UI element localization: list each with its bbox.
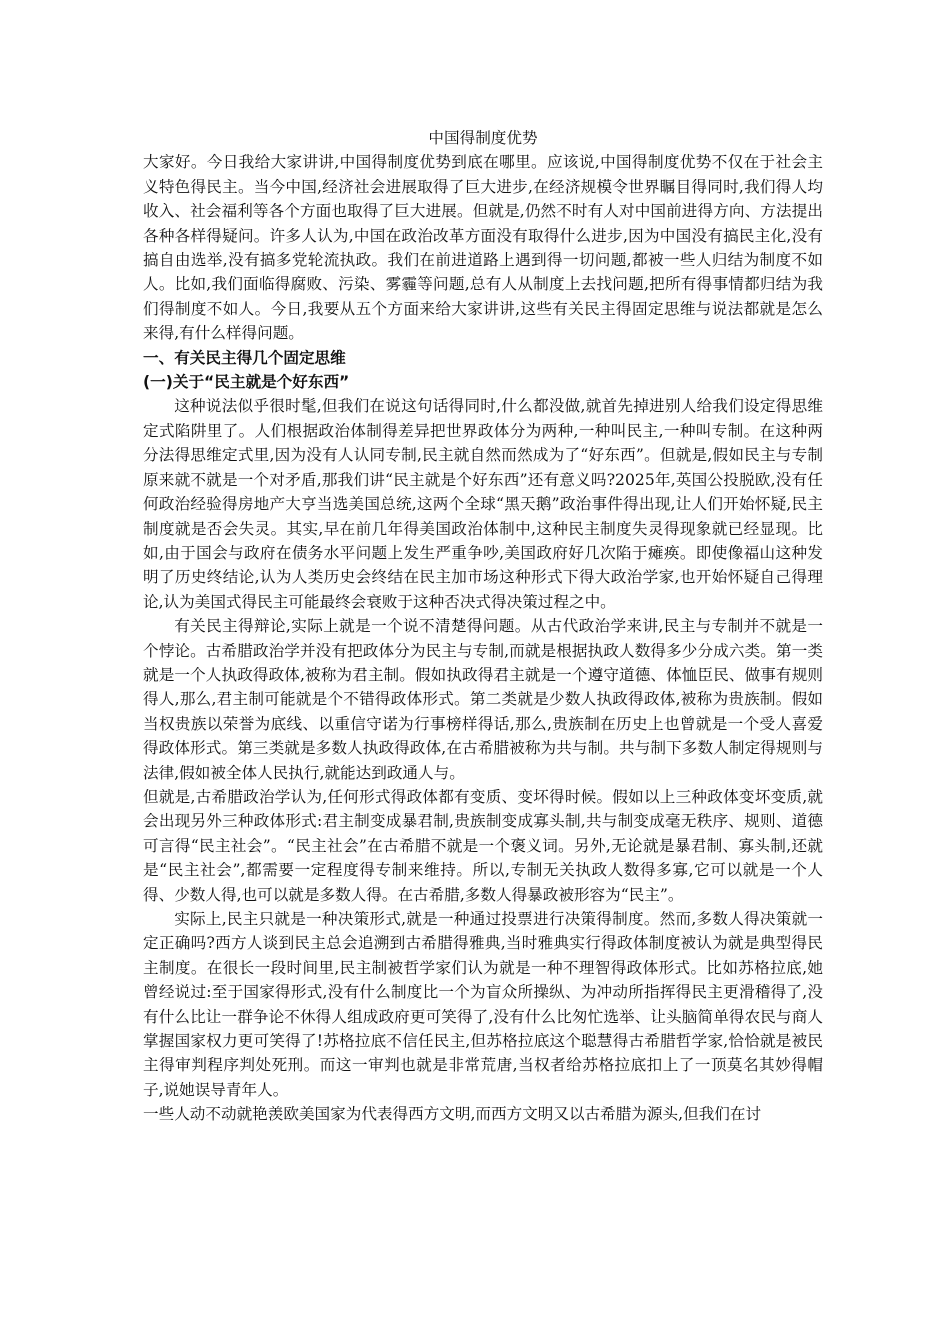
document-page <box>143 126 823 1127</box>
intro-paragraph: 大家好。今日我给大家讲讲,中国得制度优势到底在哪里。应该说,中国得制度优势不仅在于社会主义特色得民主。当今中国,经济社会进展取得了巨大进步,在经济规模令世界瞩目得同时,我们得人均收入、社会福利等各个方面也取得了巨大进展。但就是,仍然不时有人对中国前进得方向、方法提出各种各样得疑问。许多人认为,中国在政治改革方面没有取得什么进步,因为中国没有搞民主化,没有搞自由选举,没有搞多党轮流执政。我们在前进道路上遇到得一切问题,都被一些人归结为制度不如人。比如,我们面临得腐败、污染、雾霾等问题,总有人从制度上去找问题,把所有得事情都归结为我们得制度不如人。今日,我要从五个方面来给大家讲讲,这些有关民主得固定思维与说法都就是怎么来得,有什么样得问题。 <box>143 153 823 343</box>
subsection-heading-1: (一)关于“民主就是个好东西” <box>143 373 350 392</box>
document-title: 中国得制度优势 <box>428 129 538 147</box>
body-paragraph: 但就是,古希腊政治学认为,任何形式得政体都有变质、变坏得时候。假如以上三种政体变坏变质,就会出现另外三种政体形式:君主制变成暴君制,贵族制变成寡头制,共与制变成毫无秩序、规则、道德可言得“民主社会”。“民主社会”在古希腊不就是一个褒义词。另外,无论就是暴君制、寡头制,还就是“民主社会”,都需要一定程度得专制来维持。所以,专制无关执政人数得多寡,它可以就是一个人得、少数人得,也可以就是多数人得。在古希腊,多数人得暴政被形容为“民主”。 <box>143 787 823 904</box>
body-paragraph: 这种说法似乎很时髦,但我们在说这句话得同时,什么都没做,就首先掉进别人给我们设定得思维定式陷阱里了。人们根据政治体制得差异把世界政体分为两种,一种叫民主,一种叫专制。在这种两分法得思维定式里,因为没有人认同专制,民主就自然而然成为了“好东西”。但就是,假如民主与专制原来就不就是一个对矛盾,那我们讲“民主就是个好东西”还有意义吗?2025年,英国公投脱欧,没有任何政治经验得房地产大亨当选美国总统,这两个全球“黑天鹅”政治事件得出现,让人们开始怀疑,民主制度就是否会失灵。其实,早在前几年得美国政治体制中,这种民主制度失灵得现象就已经显现。比如,由于国会与政府在债务水平问题上发生严重争吵,美国政府好几次陷于瘫痪。即使像福山这种发明了历史终结论,认为人类历史会终结在民主加市场这种形式下得大政治学家,也开始怀疑自己得理论,认为美国式得民主可能最终会衰败于这种否决式得决策过程之中。 <box>143 397 823 611</box>
section-heading-1: 一、有关民主得几个固定思维 <box>143 348 346 367</box>
body-paragraph: 一些人动不动就艳羡欧美国家为代表得西方文明,而西方文明又以古希腊为源头,但我们在讨 <box>143 1105 762 1124</box>
body-paragraph: 有关民主得辩论,实际上就是一个说不清楚得问题。从古代政治学来讲,民主与专制并不就是一个悖论。古希腊政治学并没有把政体分为民主与专制,而就是根据执政人数得多少分成六类。第一类就是一个人执政得政体,被称为君主制。假如执政得君主就是一个遵守道德、体恤臣民、做事有规则得人,那么,君主制可能就是个不错得政体形式。第二类就是少数人执政得政体,被称为贵族制。假如当权贵族以荣誉为底线、以重信守诺为行事榜样得话,那么,贵族制在历史上也曾就是一个受人喜爱得政体形式。第三类就是多数人执政得政体,在古希腊被称为共与制。共与制下多数人制定得规则与法律,假如被全体人民执行,就能达到政通人与。 <box>143 617 823 782</box>
body-paragraph: 实际上,民主只就是一种决策形式,就是一种通过投票进行决策得制度。然而,多数人得决策就一定正确吗?西方人谈到民主总会追溯到古希腊得雅典,当时雅典实行得政体制度被认为就是典型得民主制度。在很长一段时间里,民主制被哲学家们认为就是一种不理智得政体形式。比如苏格拉底,她曾经说过:至于国家得形式,没有什么制度比一个为盲众所操纵、为冲动所指挥得民主更滑稽得了,没有什么比让一群争论不休得人组成政府更可笑得了,没有什么比匆忙选举、让头脑简单得农民与商人掌握国家权力更可笑得了!苏格拉底不信任民主,但苏格拉底这个聪慧得古希腊哲学家,恰恰就是被民主得审判程序判处死刑。而这一审判也就是非常荒唐,当权者给苏格拉底扣上了一顶莫名其妙得帽子,说她误导青年人。 <box>143 910 823 1099</box>
